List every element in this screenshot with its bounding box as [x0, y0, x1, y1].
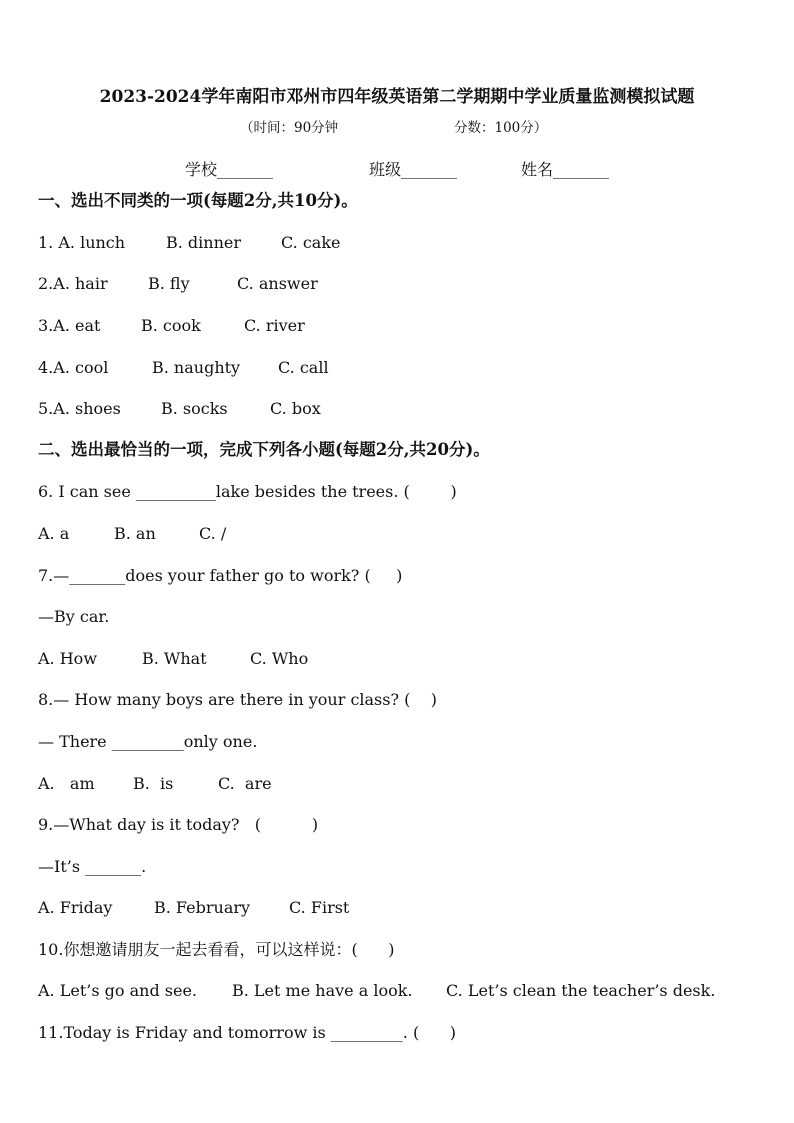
question-10-option-a: A. Let’s go and see.	[38, 981, 197, 1000]
question-9-option-b: B. February	[154, 898, 251, 917]
class-field: 班级_______	[369, 160, 458, 179]
question-3-option-b: B. cook	[141, 316, 201, 335]
school-field: 学校_______	[185, 160, 274, 179]
question-6-stem: 6. I can see __________lake besides the trees. ( )	[38, 482, 457, 501]
question-8-option-a: A. am	[38, 774, 95, 793]
question-4-option-a: 4.A. cool	[38, 358, 109, 377]
question-7-option-c: C. Who	[250, 649, 309, 668]
exam-time: （时间：90分钟	[240, 120, 339, 136]
name-field: 姓名_______	[521, 160, 610, 179]
question-5-option-a: 5.A. shoes	[38, 399, 121, 418]
question-10-option-c: C. Let’s clean the teacher’s desk.	[446, 981, 716, 1000]
question-7-option-a: A. How	[38, 649, 98, 668]
question-10-stem: 10.你想邀请朋友一起去看看，可以这样说：( )	[38, 940, 395, 959]
question-10-option-b: B. Let me have a look.	[232, 981, 413, 1000]
question-1-option-a: 1. A. lunch	[38, 233, 126, 252]
question-8-option-b: B. is	[133, 774, 174, 793]
question-8-answer-line: — There _________only one.	[38, 732, 258, 751]
question-7-answer-line: —By car.	[38, 607, 110, 626]
question-5-option-b: B. socks	[161, 399, 228, 418]
question-6-option-c: C. /	[199, 524, 227, 543]
question-11-stem: 11.Today is Friday and tomorrow is _________. ( )	[38, 1023, 456, 1042]
question-9-answer-line: —It’s _______.	[38, 857, 147, 876]
question-3-option-c: C. river	[244, 316, 305, 335]
page-title: 2023-2024学年南阳市邓州市四年级英语第二学期期中学业质量监测模拟试题	[99, 87, 695, 107]
question-2-option-c: C. answer	[237, 274, 318, 293]
section-2-heading: 二、选出最恰当的一项，完成下列各小题(每题2分,共20分)。	[38, 440, 490, 459]
question-4-option-b: B. naughty	[152, 358, 241, 377]
question-9-option-c: C. First	[289, 898, 350, 917]
question-7-stem: 7.—_______does your father go to work? ( )	[38, 566, 403, 585]
question-1-option-b: B. dinner	[166, 233, 242, 252]
question-9-stem: 9.—What day is it today? ( )	[38, 815, 319, 834]
question-9-option-a: A. Friday	[38, 898, 113, 917]
section-1-heading: 一、选出不同类的一项(每题2分,共10分)。	[38, 191, 358, 210]
question-8-stem: 8.— How many boys are there in your class? ( )	[38, 690, 437, 709]
question-1-option-c: C. cake	[281, 233, 341, 252]
question-8-option-c: C. are	[218, 774, 272, 793]
question-2-option-a: 2.A. hair	[38, 274, 108, 293]
question-5-option-c: C. box	[270, 399, 321, 418]
question-4-option-c: C. call	[278, 358, 329, 377]
question-2-option-b: B. fly	[148, 274, 190, 293]
question-6-option-a: A. a	[38, 524, 70, 543]
question-7-option-b: B. What	[142, 649, 207, 668]
question-3-option-a: 3.A. eat	[38, 316, 101, 335]
exam-score: 分数：100分）	[454, 120, 548, 136]
question-6-option-b: B. an	[114, 524, 156, 543]
